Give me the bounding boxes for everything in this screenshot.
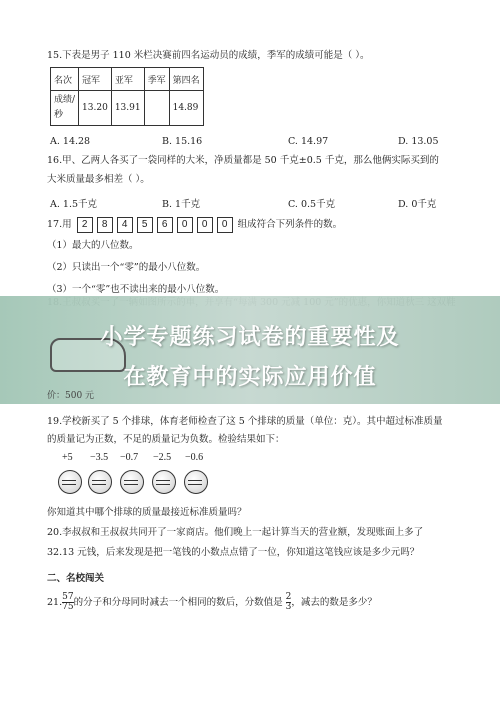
q20-stem-line1: 20.李叔叔和王叔叔共同开了一家商店。他们晚上一起计算当天的营业额，发现账面上多了 — [47, 527, 424, 538]
q19-value: −3.5 — [90, 452, 109, 463]
table-cell: 13.91 — [111, 91, 144, 126]
table-row-label — [51, 91, 79, 126]
table-header-row — [51, 68, 204, 91]
number-card: 5 — [137, 217, 153, 233]
number-card: 2 — [77, 217, 93, 233]
table-cell — [144, 91, 169, 126]
q20-stem-line2: 32.13 元钱，后来发现是把一笔钱的小数点点错了一位，你知道这笔钱应该是多少元吗？ — [47, 547, 420, 558]
q19-question: 你知道其中哪个排球的质量最接近标准质量吗？ — [47, 507, 247, 518]
volleyball-icon — [152, 470, 176, 494]
number-card: 0 — [177, 217, 193, 233]
row-label-line: 成绩/ — [54, 95, 76, 105]
q17-sub2: （2）只读出一个“零”的最小八位数。 — [47, 262, 206, 273]
fraction — [62, 593, 73, 612]
section-heading: 二、名校闯关 — [47, 573, 105, 584]
q19-value: −0.7 — [120, 452, 139, 463]
q16-stem-line1: 16.甲、乙两人各买了一袋同样的大米，净质量都是 50 千克±0.5 千克，那么他俩实际买到的 — [47, 155, 439, 166]
q21-mid: 的分子和分母同时减去一个相同的数后，分数值是 — [73, 597, 283, 608]
q15-option-a[interactable]: A. 14.28 — [50, 136, 91, 147]
q15-option-b[interactable]: B. 15.16 — [162, 136, 203, 147]
table-cell: 14.89 — [169, 91, 203, 126]
q16-option-c[interactable]: C. 0.5千克 — [288, 199, 336, 210]
volleyball-icon — [58, 470, 82, 494]
banner-title-line2: 在教育中的实际应用价值 — [123, 365, 377, 390]
q17-sub1: （1）最大的八位数。 — [47, 240, 139, 251]
number-card: 0 — [197, 217, 213, 233]
q19-stem-line2: 的质量记为正数，不足的质量记为负数。检验结果如下： — [47, 434, 285, 445]
q16-option-d[interactable]: D. 0千克 — [398, 199, 437, 210]
number-card: 8 — [97, 217, 113, 233]
fraction-numerator: 57 — [62, 592, 74, 602]
volleyball-icon — [120, 470, 144, 494]
table-cell: 名次 — [51, 68, 79, 91]
q19-value: −0.6 — [185, 452, 204, 463]
table-cell: 13.20 — [79, 91, 112, 126]
table-cell: 第四名 — [169, 68, 203, 91]
q19-stem-line1: 19.学校新买了 5 个排球，体育老师检查了这 5 个排球的质量（单位：克）。其中超过标准质量 — [47, 416, 443, 427]
number-card: 0 — [217, 217, 233, 233]
row-label-line: 秒 — [54, 110, 64, 120]
table-cell: 亚军 — [111, 68, 144, 91]
q15-option-c[interactable]: C. 14.97 — [288, 136, 329, 147]
fraction-numerator: 2 — [285, 592, 292, 602]
q19-value: +5 — [62, 452, 73, 463]
q18-price-caption: 价：500 元 — [47, 391, 95, 401]
q17-prefix: 17.用 — [47, 219, 72, 230]
q16-option-b[interactable]: B. 1千克 — [162, 199, 201, 210]
table-row — [51, 91, 204, 126]
banner-title-line1: 小学专题练习试卷的重要性及 — [100, 325, 400, 350]
volleyball-icon — [88, 470, 112, 494]
table-cell: 冠军 — [79, 68, 112, 91]
q21-suffix: ，减去的数是多少？ — [291, 597, 377, 608]
q21-prefix: 21. — [47, 597, 63, 608]
table-cell: 季军 — [144, 68, 169, 91]
q15-stem: 15.下表是男子 110 米栏决赛前四名运动员的成绩，季军的成绩可能是（ ）。 — [47, 50, 370, 61]
q17-stem — [47, 216, 342, 234]
q17-suffix: 组成符合下列条件的数。 — [237, 219, 343, 230]
q17-sub3: （3）一个“零”也不读出来的最小八位数。 — [47, 284, 225, 295]
q16-stem-line2: 大米质量最多相差（ ）。 — [47, 174, 150, 185]
fraction-denominator: 3 — [285, 602, 292, 612]
volleyball-icon — [184, 470, 208, 494]
number-card: 6 — [157, 217, 173, 233]
q15-score-table — [50, 67, 204, 126]
q16-option-a[interactable]: A. 1.5千克 — [50, 199, 98, 210]
fraction-denominator: 75 — [62, 602, 74, 612]
q19-value: −2.5 — [153, 452, 172, 463]
number-card: 4 — [117, 217, 133, 233]
q21-stem — [47, 590, 377, 616]
q15-option-d[interactable]: D. 13.05 — [398, 136, 439, 147]
